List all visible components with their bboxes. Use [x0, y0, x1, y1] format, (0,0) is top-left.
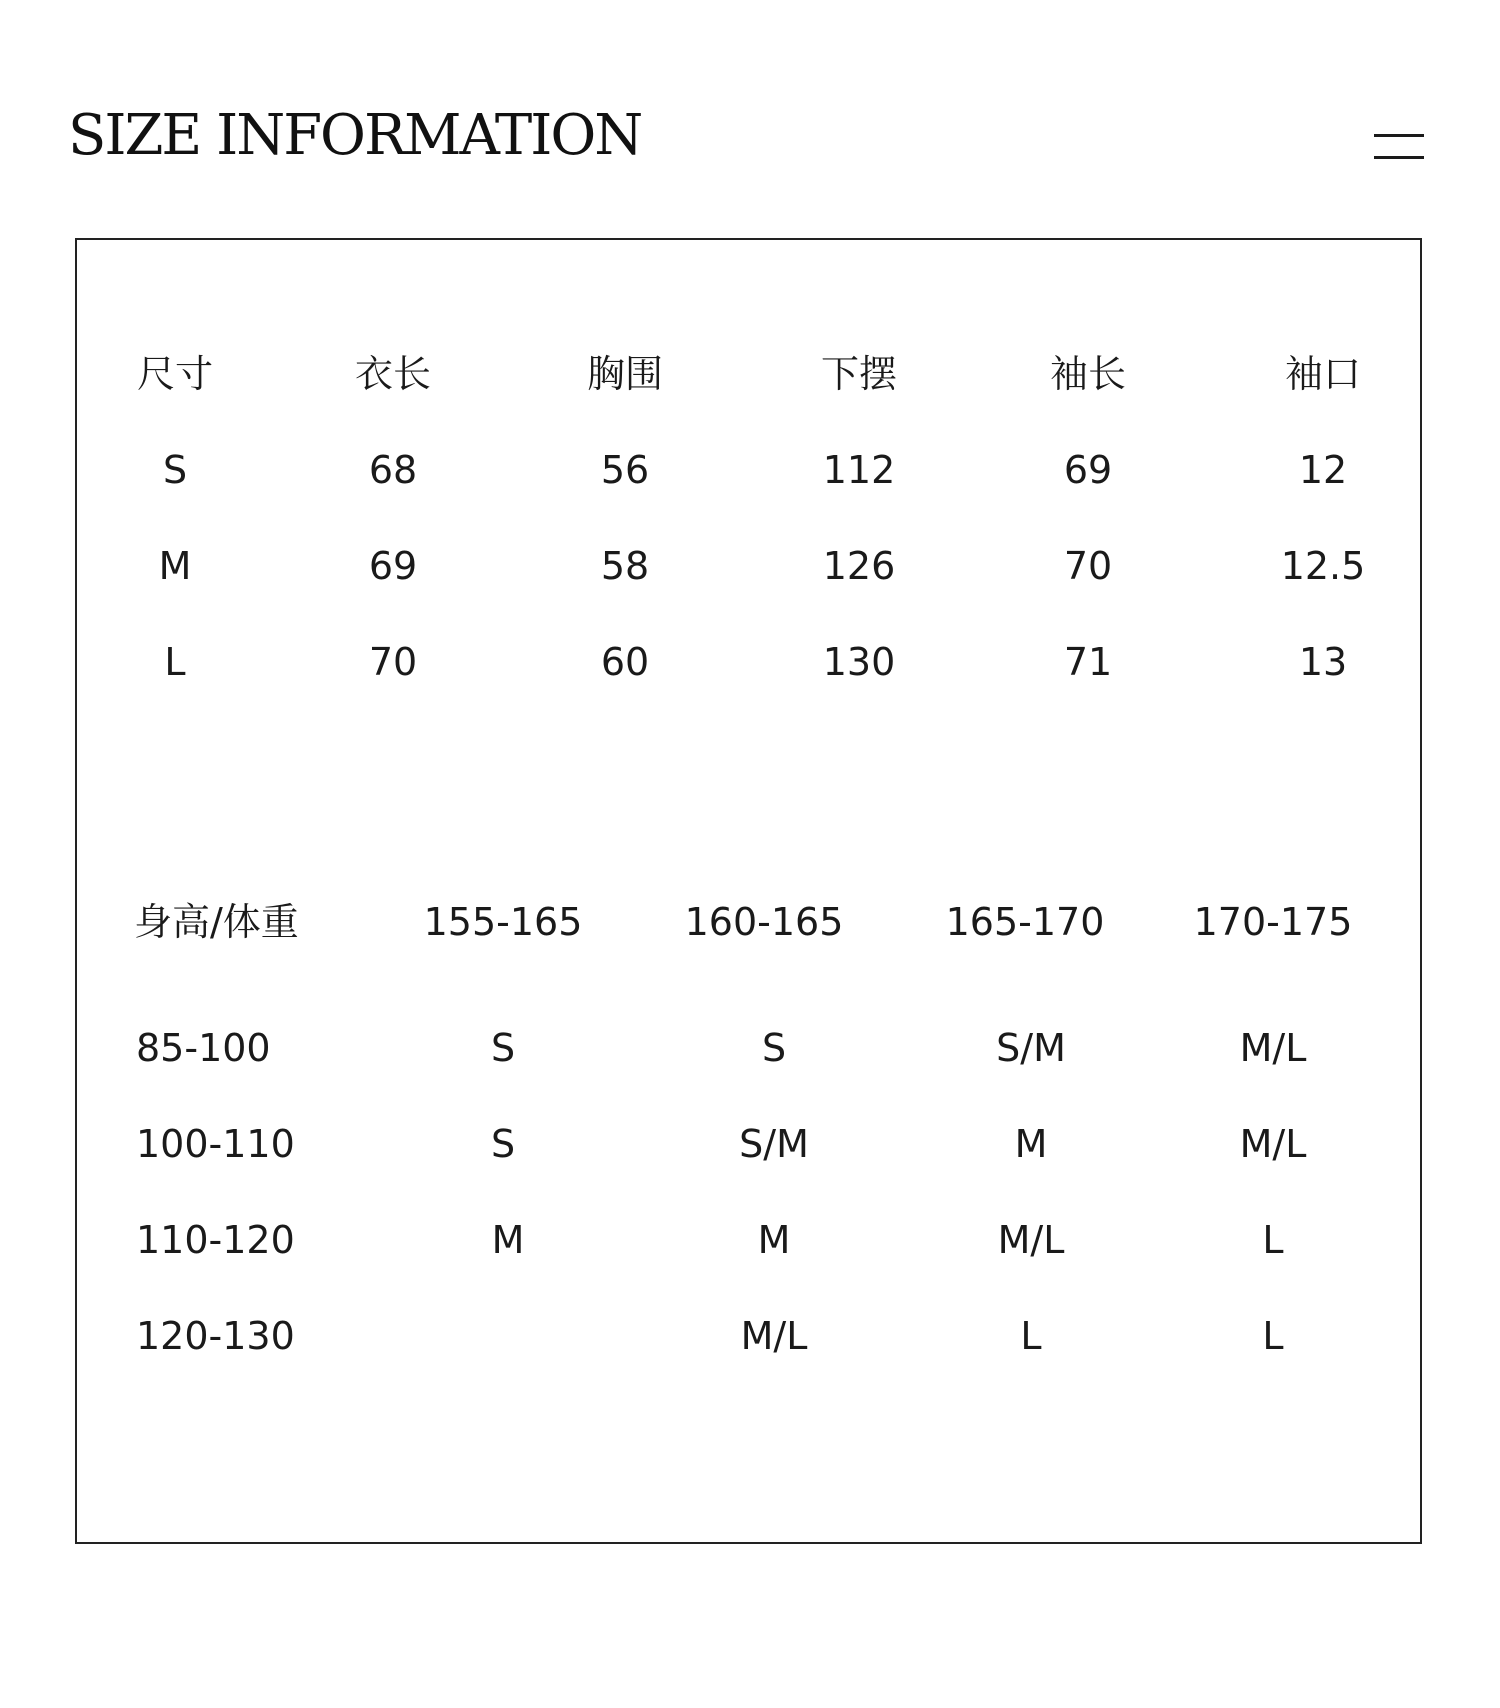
measurement-table	[77, 326, 1420, 710]
cell-size-rec: S/M	[996, 1026, 1066, 1070]
header-chest: 胸围	[586, 352, 664, 396]
cell-size: S	[162, 448, 188, 492]
cell-hem: 130	[822, 640, 896, 684]
page-title: SIZE INFORMATION	[68, 103, 642, 168]
cell-size-rec: M	[491, 1218, 525, 1262]
cell-cuff: 12.5	[1280, 544, 1366, 588]
header-height-range: 165-170	[945, 900, 1105, 944]
table-header-row	[77, 874, 1420, 1000]
cell-hem: 126	[822, 544, 896, 588]
cell-length: 68	[368, 448, 418, 492]
cell-size-rec: L	[1262, 1218, 1284, 1262]
recommendation-table	[77, 874, 1420, 1384]
table-row	[77, 1192, 1420, 1288]
cell-size-rec: S/M	[739, 1122, 809, 1166]
hamburger-menu-icon[interactable]	[1374, 134, 1424, 160]
cell-hem: 112	[822, 448, 896, 492]
cell-size: L	[164, 640, 186, 684]
header-height-range: 155-165	[423, 900, 583, 944]
cell-length: 69	[368, 544, 418, 588]
cell-size-rec: S	[490, 1026, 516, 1070]
header-cuff: 袖口	[1284, 352, 1362, 396]
table-header-row	[77, 326, 1420, 422]
cell-cuff: 13	[1298, 640, 1348, 684]
table-row	[77, 518, 1420, 614]
cell-sleeve-length: 71	[1063, 640, 1113, 684]
table-row	[77, 1288, 1420, 1384]
cell-size-rec: S	[761, 1026, 787, 1070]
header-sleeve-length: 袖长	[1049, 352, 1127, 396]
header-length: 衣长	[354, 352, 432, 396]
menu-icon-line	[1374, 134, 1424, 137]
cell-sleeve-length: 70	[1063, 544, 1113, 588]
menu-icon-line	[1374, 156, 1424, 159]
cell-size-rec: M/L	[1239, 1026, 1307, 1070]
table-row	[77, 422, 1420, 518]
cell-weight-range: 120-130	[136, 1314, 295, 1358]
cell-length: 70	[368, 640, 418, 684]
cell-size-rec: L	[1262, 1314, 1284, 1358]
table-row	[77, 614, 1420, 710]
cell-weight-range: 85-100	[136, 1026, 271, 1070]
size-chart-panel	[75, 238, 1422, 1544]
cell-size-rec: M	[757, 1218, 791, 1262]
cell-size-rec: L	[1020, 1314, 1042, 1358]
cell-sleeve-length: 69	[1063, 448, 1113, 492]
cell-chest: 56	[600, 448, 650, 492]
cell-size-rec: M/L	[1239, 1122, 1307, 1166]
cell-weight-range: 100-110	[136, 1122, 295, 1166]
cell-chest: 58	[600, 544, 650, 588]
cell-size: M	[158, 544, 192, 588]
cell-size-rec: M/L	[740, 1314, 808, 1358]
table-row	[77, 1000, 1420, 1096]
cell-cuff: 12	[1298, 448, 1348, 492]
table-row	[77, 1096, 1420, 1192]
header-height-weight: 身高/体重	[134, 900, 299, 944]
cell-size-rec: M/L	[997, 1218, 1065, 1262]
cell-size-rec: S	[490, 1122, 516, 1166]
cell-chest: 60	[600, 640, 650, 684]
cell-size-rec: M	[1014, 1122, 1048, 1166]
header-height-range: 170-175	[1193, 900, 1353, 944]
header-size: 尺寸	[136, 352, 214, 396]
header-hem: 下摆	[820, 352, 898, 396]
header-height-range: 160-165	[684, 900, 844, 944]
cell-weight-range: 110-120	[136, 1218, 295, 1262]
